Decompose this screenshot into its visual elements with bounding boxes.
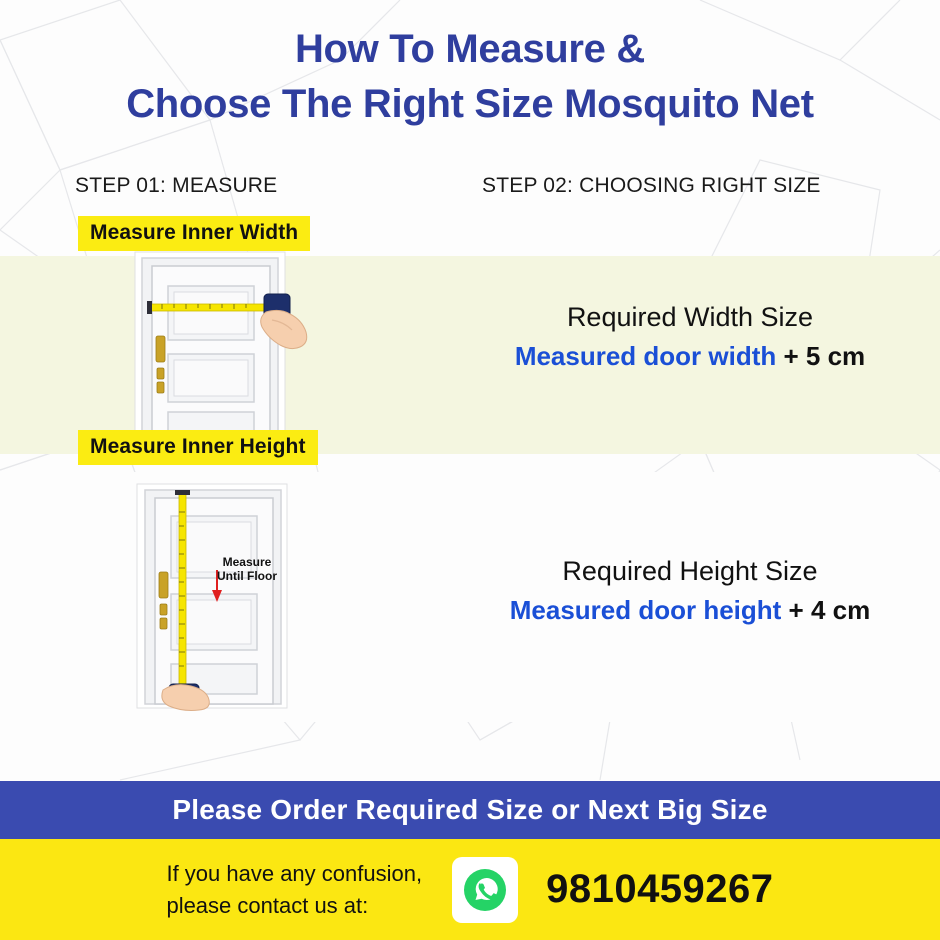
step-02-label: STEP 02: CHOOSING RIGHT SIZE xyxy=(482,174,821,198)
width-section-band xyxy=(0,256,940,454)
contact-line-2: please contact us at: xyxy=(166,892,369,918)
measure-inner-height-badge: Measure Inner Height xyxy=(78,430,318,465)
contact-bar xyxy=(0,839,940,940)
measure-inner-width-badge: Measure Inner Width xyxy=(78,216,310,251)
contact-phone-number[interactable]: 9810459267 xyxy=(546,867,774,911)
whatsapp-icon[interactable] xyxy=(452,857,518,923)
door-height-illustration xyxy=(125,482,325,717)
required-width-measure: Measured door width xyxy=(514,341,777,372)
required-width-add: + 5 cm xyxy=(776,341,866,372)
page-title xyxy=(0,0,940,132)
title-line-2: Choose The Right Size Mosquito Net xyxy=(126,82,814,127)
contact-text xyxy=(166,858,422,922)
measure-note-line-1: Measure xyxy=(222,555,272,570)
order-instruction-bar xyxy=(0,781,940,839)
required-height-formula xyxy=(460,595,920,626)
contact-line-1: If you have any confusion, xyxy=(166,860,423,886)
step-01-label: STEP 01: MEASURE xyxy=(75,174,278,198)
required-height-title: Required Height Size xyxy=(562,556,818,587)
required-height-measure: Measured door height xyxy=(509,595,782,626)
required-height-add: + 4 cm xyxy=(781,595,871,626)
title-line-1: How To Measure & xyxy=(294,27,646,71)
required-width-title: Required Width Size xyxy=(566,302,814,333)
required-width-formula xyxy=(460,341,920,372)
required-height-text xyxy=(460,554,920,626)
order-instruction-text: Please Order Required Size or Next Big Size xyxy=(172,794,768,825)
measure-until-floor-note xyxy=(208,556,286,584)
height-section-band xyxy=(0,435,940,722)
required-width-text xyxy=(460,300,920,372)
measure-note-line-2: Until Floor xyxy=(217,569,277,584)
steps-row xyxy=(0,174,940,245)
door-width-illustration xyxy=(120,250,320,455)
